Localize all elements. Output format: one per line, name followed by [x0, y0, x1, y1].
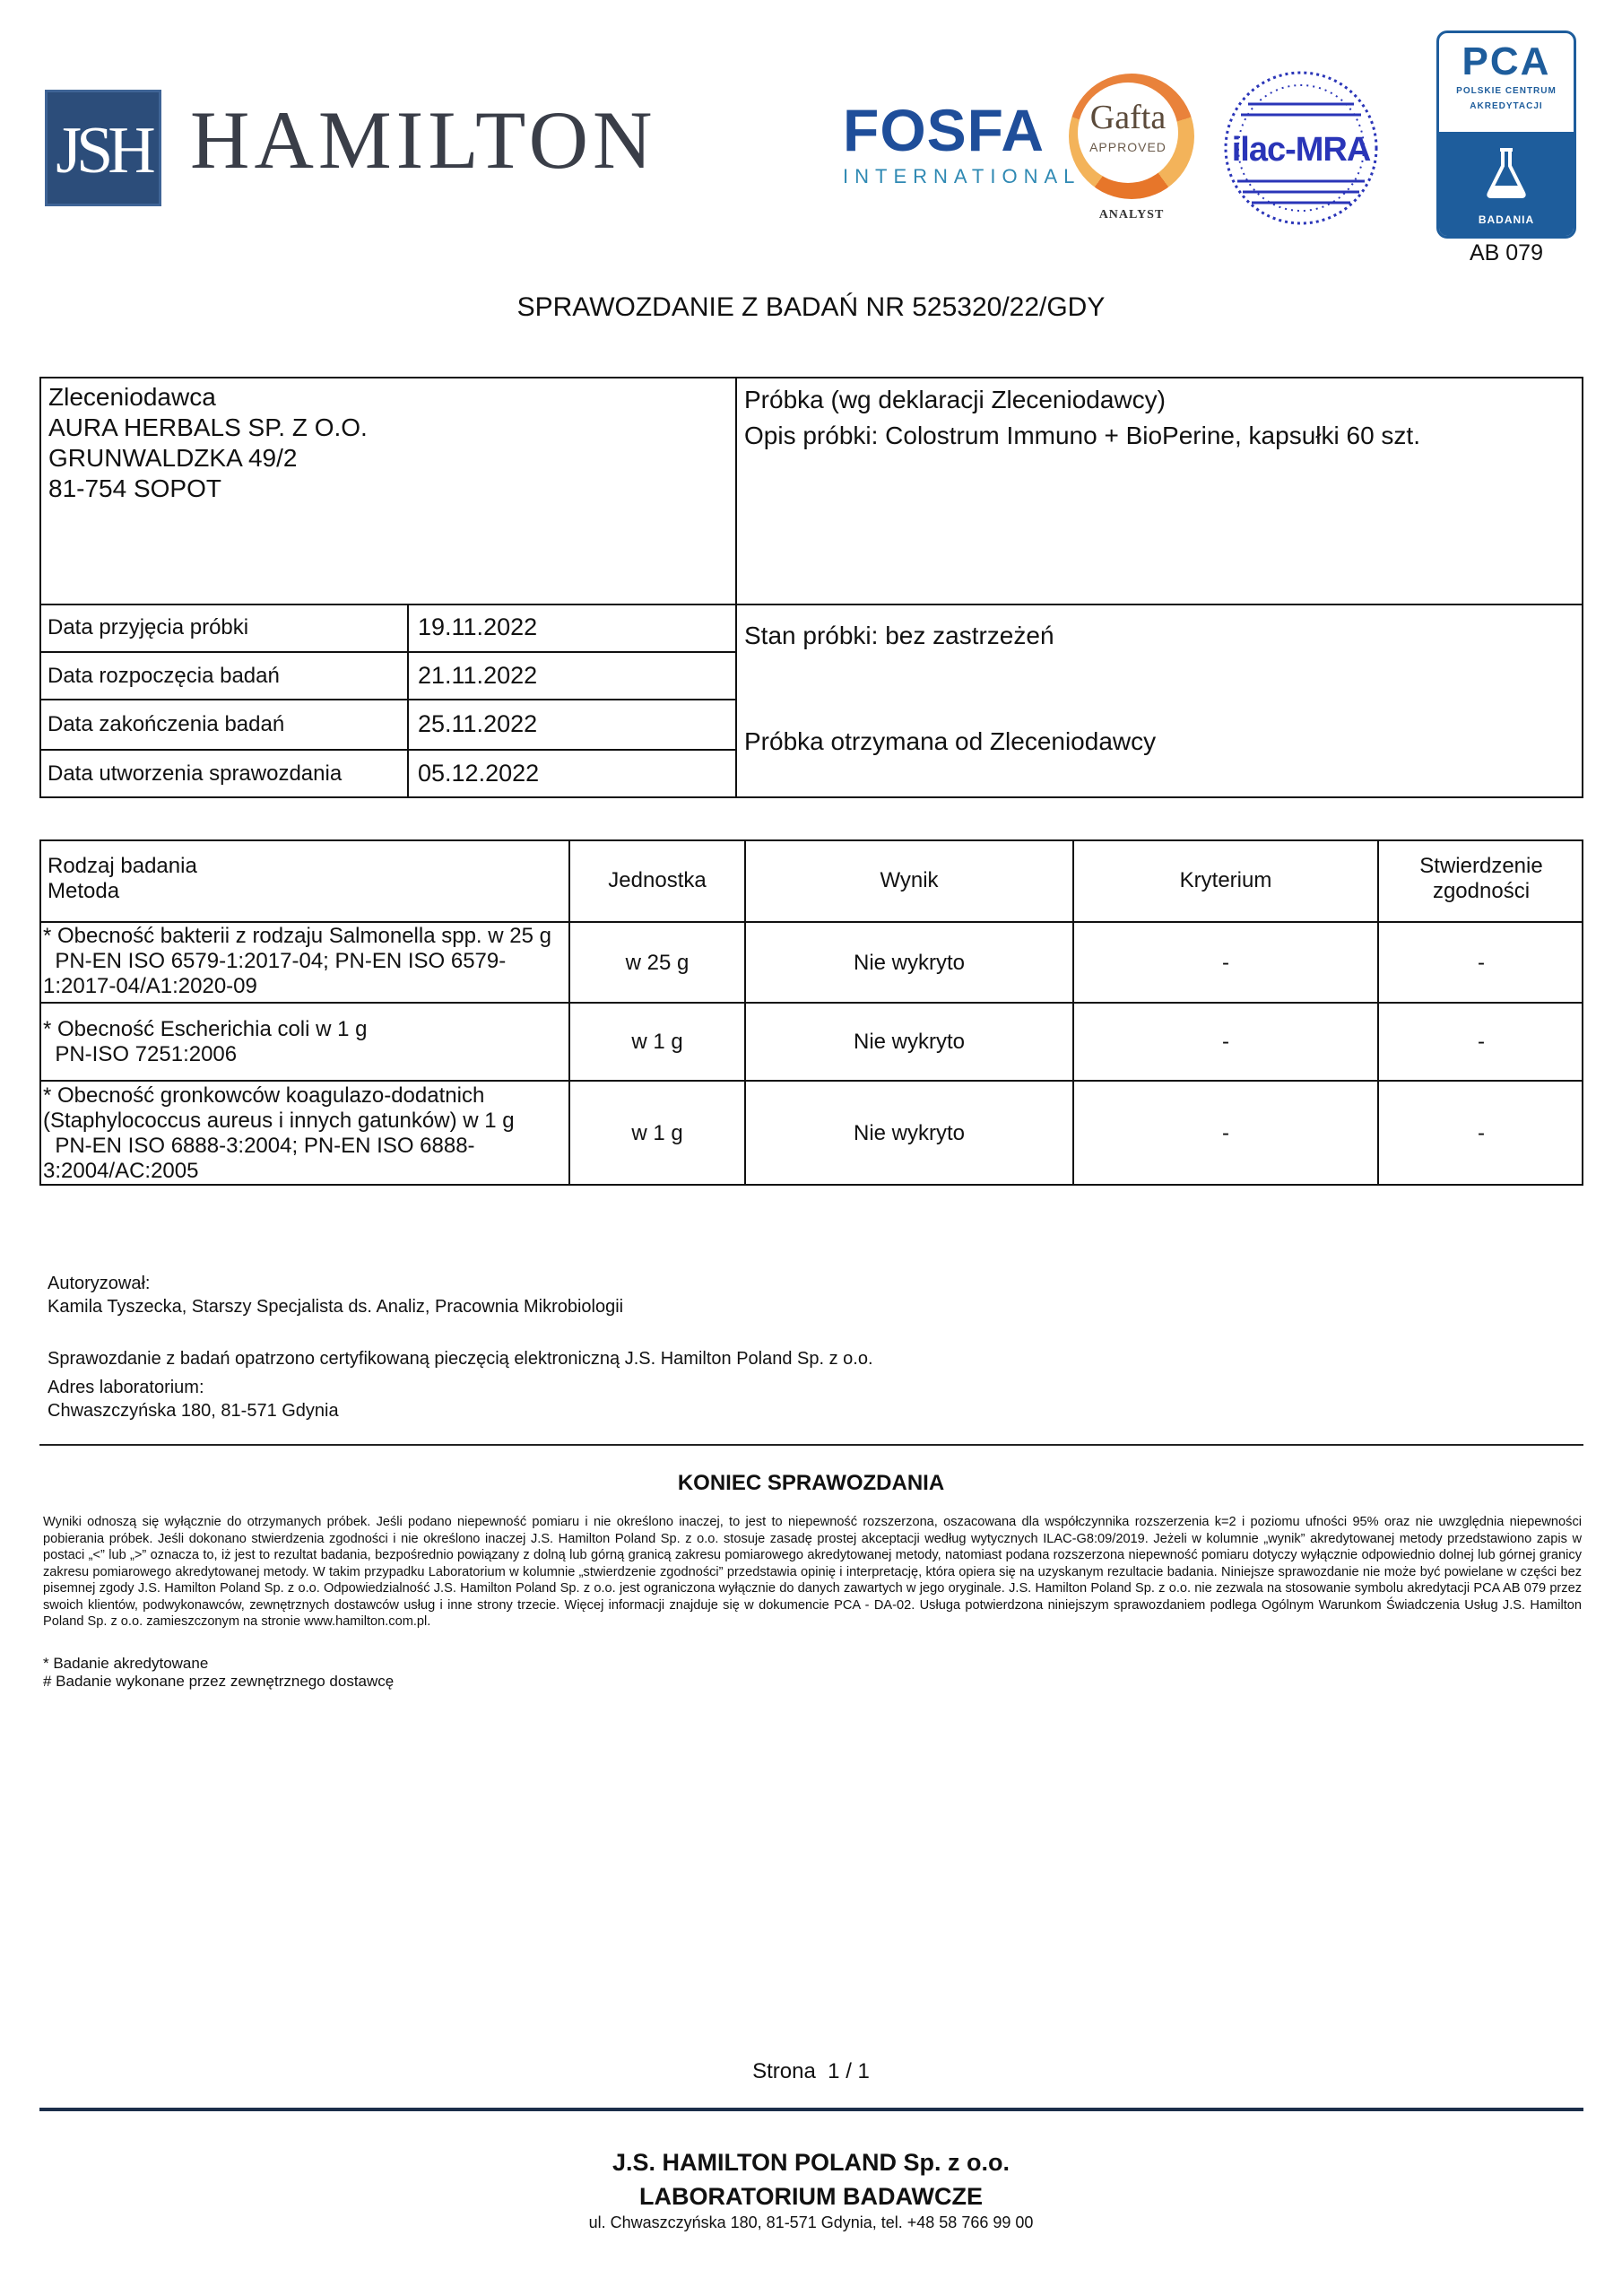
header-result: Wynik: [880, 868, 939, 892]
fosfa-subtitle: INTERNATIONAL: [843, 165, 1081, 187]
row2-conformity: -: [1478, 1030, 1485, 1054]
client-section: [48, 382, 368, 504]
client-city: 81-754 SOPOT: [48, 474, 221, 502]
accredited-note: * Badanie akredytowane: [43, 1655, 209, 1672]
lab-address-block: [48, 1376, 339, 1422]
end-of-report-title: KONIEC SPRAWOZDANIA: [677, 1471, 945, 1495]
footer-address: ul. Chwaszczyńska 180, 81-571 Gdynia, tel. +48 58 766 99 00: [588, 2213, 1034, 2231]
divider: [407, 604, 409, 798]
sample-received-from: Próbka otrzymana od Zleceniodawcy: [744, 727, 1157, 755]
header-test-type: Rodzaj badania: [48, 854, 197, 878]
ilac-mra-logo: [1221, 68, 1381, 228]
accreditation-number: AB 079: [1469, 240, 1543, 265]
row2-criterion: -: [1222, 1030, 1229, 1054]
date-start-value: 21.11.2022: [418, 662, 538, 689]
table-header-test: [48, 854, 197, 904]
ilac-mra-wordmark: ilac-MRA: [1231, 131, 1371, 169]
row2-unit: w 1 g: [631, 1030, 683, 1054]
row1-result: Nie wykryto: [853, 951, 966, 975]
row2-result: Nie wykryto: [853, 1030, 966, 1054]
pca-wordmark: PCA: [1462, 39, 1551, 83]
date-end-value: 25.11.2022: [418, 710, 538, 737]
pca-subtitle-1: POLSKIE CENTRUM: [1456, 86, 1557, 96]
legal-disclaimer: Wyniki odnoszą się wyłącznie do otrzymanych próbek. Jeśli podano niepewność pomiaru i nie określono inaczej, to jest to niepewność rozszerzona, oszacowana dla współczynnika rozszerzenia k=2 i poziomu ufności 95% oraz nie uwzględnia niepewności pobierania próbek. Jeśli dokonano stwierdzenia zgodności i nie określono inaczej J.S. Hamilton Poland Sp. z o.o. stosuje zasadę prostej akceptacji według wytycznych ILAC-G8:09/2019. Jeżeli w kolumnie „wynik” akredytowanej metody przedstawiono zapis w postaci „<” lub „>” oznacza to, iż jest to rezultat badania, bezpośrednio powiązany z dolną lub górną granicą zakresu pomiarowego akredytowanej metody, natomiast podana rozszerzona niepewność pomiaru dotyczy wyłącznie odpowiednio dolnej lub górnej granicy zakresu pomiarowego akredytowanej metody. W takim przypadku Laboratorium w kolumnie „stwierdzenie zgodności” przedstawia opinię i interpretację, która opiera się na uzyskanym rezultacie badania. Niniejsze sprawozdanie nie może być powielane w części bez pisemnej zgody J.S. Hamilton Poland Sp. z o.o. Odpowiedzialność J.S. Hamilton Poland Sp. z o.o. jest ograniczona wyłącznie do danych zawartych w jego oryginale. J.S. Hamilton Poland Sp. z o.o. nie zezwala na stosowanie symbolu akredytacji PCA AB 079 przez swoich klientów, podwykonawców, zewnętrznych dostawców usług i inne strony trzecie. Więcej informacji znajduje się w dokumencie PCA - DA-02. Usługa potwierdzona niniejszym sprawozdaniem podlega Ogólnym Warunkom Świadczenia Usług J.S. Hamilton Poland Sp. z o.o. zamieszczonym na stronie www.hamilton.com.pl.: [43, 1515, 1582, 1629]
gafta-approved-badge: [1065, 74, 1198, 228]
client-street: GRUNWALDZKA 49/2: [48, 444, 298, 472]
row1-criterion: -: [1222, 951, 1229, 975]
row1-unit: w 25 g: [625, 951, 690, 975]
divider: [735, 377, 737, 798]
svg-text:JSH: JSH: [56, 114, 151, 187]
page-number: Strona 1 / 1: [752, 2059, 870, 2083]
sample-label: Próbka (wg deklaracji Zleceniodawcy): [744, 386, 1166, 413]
row3-criterion: -: [1222, 1121, 1229, 1145]
footer-company: [0, 2145, 1622, 2213]
divider: [39, 699, 737, 700]
table-row-ecoli-test: * Obecność Escherichia coli w 1 g PN-ISO 7251:2006: [43, 1017, 368, 1066]
hamilton-logo-mark: [45, 90, 161, 206]
fosfa-wordmark: FOSFA: [843, 97, 1045, 163]
row3-conformity: -: [1478, 1121, 1485, 1145]
date-received-label: Data przyjęcia próbki: [48, 615, 249, 639]
gafta-approved-label: APPROVED: [1089, 140, 1167, 154]
pca-subtitle-2: AKREDYTACJI: [1470, 101, 1543, 111]
row3-result: Nie wykryto: [853, 1121, 966, 1145]
divider: [39, 2108, 1583, 2111]
jsh-monogram-icon: [45, 90, 161, 206]
header-test-method: Metoda: [48, 879, 120, 903]
date-received-value: 19.11.2022: [418, 613, 538, 640]
divider: [39, 1444, 1583, 1446]
sample-section: [744, 382, 1420, 454]
gafta-analyst-label: ANALYST: [1098, 208, 1165, 222]
pca-badania-label: BADANIA: [1478, 213, 1535, 226]
sample-condition: Stan próbki: bez zastrzeżeń: [744, 622, 1054, 649]
flask-icon: [1482, 146, 1531, 200]
divider: [39, 1002, 1583, 1004]
footnotes: [43, 1655, 394, 1691]
sample-description: Opis próbki: Colostrum Immuno + BioPerine, kapsułki 60 szt.: [744, 422, 1420, 449]
authorized-by-person: Kamila Tyszecka, Starszy Specjalista ds. Analiz, Pracownia Mikrobiologii: [48, 1297, 624, 1317]
table-row-staphylococcus-test: * Obecność gronkowców koagulazo-dodatnich (Staphylococcus aureus i innych gatunków) w 1 g PN-EN ISO 6888-3:2004; PN-EN ISO 6888- 3:2004/AC:2005: [43, 1083, 515, 1183]
date-report-value: 05.12.2022: [418, 760, 540, 787]
pca-accreditation-badge: [1436, 30, 1576, 239]
authorization-block: [48, 1272, 623, 1318]
divider: [39, 604, 1583, 605]
lab-address: Chwaszczyńska 180, 81-571 Gdynia: [48, 1401, 339, 1421]
report-title: SPRAWOZDANIE Z BADAŃ NR 525320/22/GDY: [516, 292, 1106, 322]
divider: [39, 1080, 1583, 1082]
gafta-wordmark: Gafta: [1089, 99, 1167, 136]
divider: [39, 749, 737, 751]
header-unit: Jednostka: [608, 868, 707, 892]
table-row-salmonella-test: * Obecność bakterii z rodzaju Salmonella spp. w 25 g PN-EN ISO 6579-1:2017-04; PN-EN ISO 6579- 1:2017-04/A1:2020-09: [43, 924, 551, 998]
footer-company-name: J.S. HAMILTON POLAND Sp. z o.o.: [612, 2149, 1010, 2176]
date-start-label: Data rozpoczęcia badań: [48, 664, 280, 688]
electronic-seal-note: Sprawozdanie z badań opatrzono certyfikowaną pieczęcią elektroniczną J.S. Hamilton Poland Sp. z o.o.: [48, 1349, 873, 1369]
divider: [39, 651, 737, 653]
external-supplier-note: # Badanie wykonane przez zewnętrznego dostawcę: [43, 1673, 395, 1690]
divider: [39, 921, 1583, 923]
authorized-by-label: Autoryzował:: [48, 1274, 151, 1293]
row1-conformity: -: [1478, 951, 1485, 975]
row3-unit: w 1 g: [631, 1121, 683, 1145]
footer-lab-name: LABORATORIUM BADAWCZE: [639, 2183, 983, 2210]
date-end-label: Data zakończenia badań: [48, 712, 285, 736]
header-conformity: Stwierdzenie zgodności: [1419, 854, 1543, 903]
lab-address-label: Adres laboratorium:: [48, 1378, 204, 1397]
date-report-label: Data utworzenia sprawozdania: [48, 761, 343, 786]
company-brand-name: HAMILTON: [190, 94, 657, 186]
header-criterion: Kryterium: [1179, 868, 1272, 892]
client-label: Zleceniodawca: [48, 383, 216, 411]
client-name: AURA HERBALS SP. Z O.O.: [48, 413, 368, 441]
fosfa-logo: [843, 97, 1081, 190]
